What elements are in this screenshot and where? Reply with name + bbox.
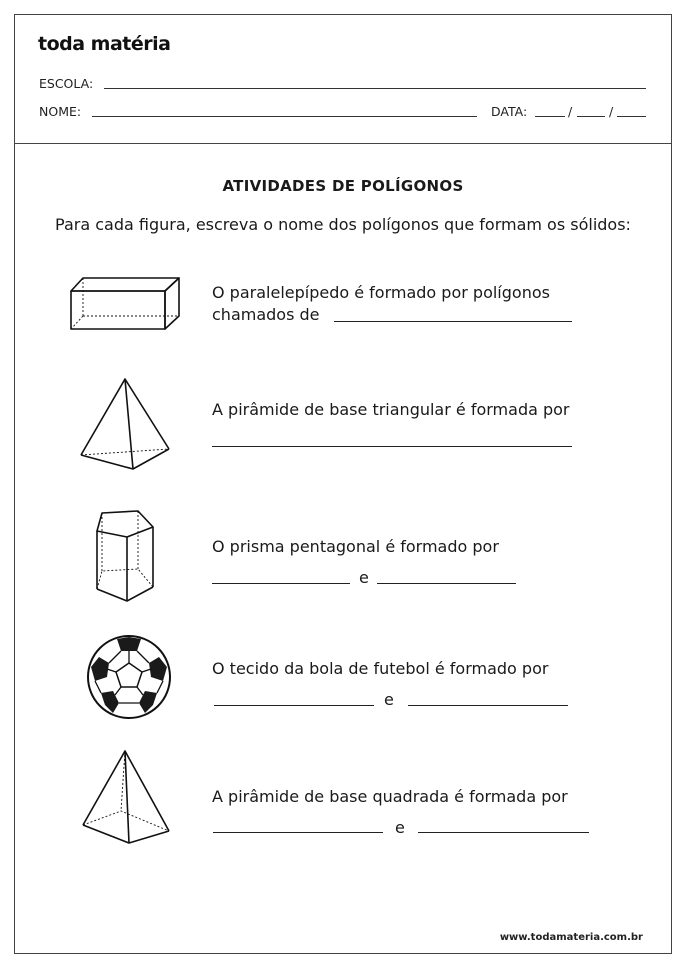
date-year-field[interactable] <box>617 116 646 117</box>
answer-2-blank[interactable] <box>212 446 572 447</box>
question-1-line1: O paralelepípedo é formado por polígonos <box>212 283 550 302</box>
answer-4a-blank[interactable] <box>214 705 374 706</box>
answer-3a-blank[interactable] <box>212 583 350 584</box>
date-label: DATA: <box>491 104 528 119</box>
date-separator: / <box>609 104 614 119</box>
question-1-line2: chamados de <box>212 305 320 324</box>
date-day-field[interactable] <box>535 116 565 117</box>
question-2-text: A pirâmide de base triangular é formada por <box>212 400 570 419</box>
brand-logo: toda matéria <box>38 33 171 55</box>
name-label: NOME: <box>39 104 82 119</box>
worksheet-title: ATIVIDADES DE POLÍGONOS <box>222 177 464 195</box>
question-4-text: O tecido da bola de futebol é formado por <box>212 659 549 678</box>
conjunction-4: e <box>384 690 394 709</box>
answer-1-blank[interactable] <box>334 321 572 322</box>
school-label: ESCOLA: <box>39 76 94 91</box>
answer-5a-blank[interactable] <box>213 832 383 833</box>
school-field[interactable] <box>104 88 646 89</box>
triangular-pyramid-icon <box>77 375 173 471</box>
header <box>15 15 671 144</box>
conjunction-5: e <box>395 818 405 837</box>
instruction-text: Para cada figura, escreva o nome dos polígonos que formam os sólidos: <box>55 215 631 234</box>
conjunction-3: e <box>359 568 369 587</box>
answer-5b-blank[interactable] <box>418 832 589 833</box>
date-month-field[interactable] <box>577 116 605 117</box>
question-3-text: O prisma pentagonal é formado por <box>212 537 499 556</box>
soccer-ball-icon <box>85 633 173 721</box>
answer-3b-blank[interactable] <box>377 583 516 584</box>
worksheet-page <box>14 14 672 954</box>
question-1-text <box>212 282 550 326</box>
date-separator: / <box>568 104 573 119</box>
square-pyramid-icon <box>79 749 173 847</box>
answer-4b-blank[interactable] <box>408 705 568 706</box>
footer-website: www.todamateria.com.br <box>499 932 643 943</box>
name-field[interactable] <box>92 116 477 117</box>
pentagonal-prism-icon <box>93 509 157 605</box>
parallelepiped-icon <box>67 273 187 333</box>
question-5-text: A pirâmide de base quadrada é formada por <box>212 787 568 806</box>
